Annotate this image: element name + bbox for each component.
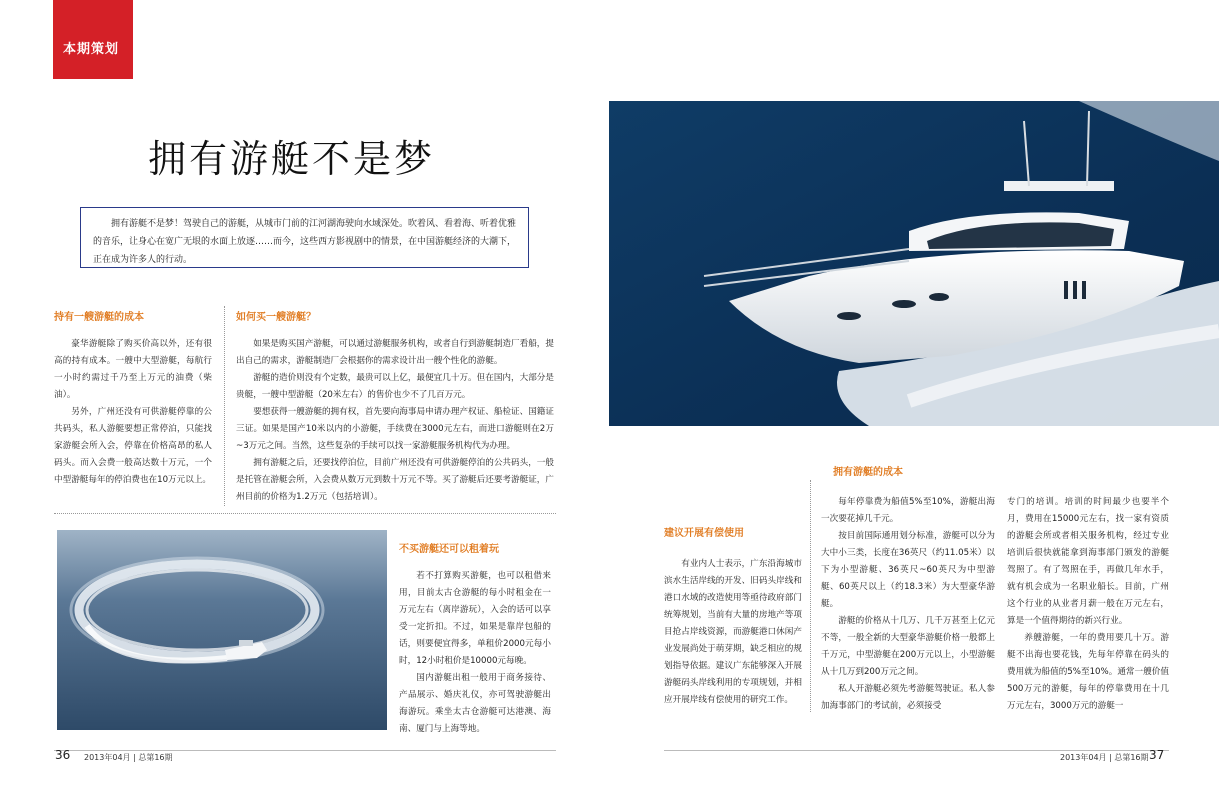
heading-holding-cost: 持有一艘游艇的成本	[54, 312, 144, 323]
heading-how-to-buy: 如何买一艘游艇？	[236, 312, 316, 323]
intro-box: 拥有游艇不是梦！驾驶自己的游艇，从城市门前的江河湖海驶向水域深处。吹着风、看着海、听着优雅的音乐，让身心在宽广无垠的水面上放逐……而今，这些西方影视剧中的情景，在中国游艇经济的大潮下，正在成为许多人的行动。	[80, 207, 529, 268]
paragraph: 专门的培训。培训的时间最少也要半个月，费用在15000元左右，找一家有资质的游艇会所或者相关服务机构，经过专业培训后很快就能拿到海事部门颁发的游艇驾照了。有了驾照在手，再做几年水手，就有机会成为一名职业船长。目前，广州这个行业的从业者月薪一般在万元左右，算是一个值得期待的新兴行业。	[1007, 497, 1169, 626]
issue-info-left: 2013年04月 | 总第16期	[84, 753, 173, 762]
column-rent	[399, 568, 551, 738]
column-holding-cost	[54, 336, 212, 489]
heading-yacht-cost: 拥有游艇的成本	[833, 467, 903, 478]
paragraph: 国内游艇出租一般用于商务接待、产品展示、婚庆礼仪，亦可驾驶游艇出海游玩。乘坐太古仓游艇可达港澳、海南、厦门与上海等地。	[399, 673, 551, 734]
heading-paid-use: 建议开展有偿使用	[664, 528, 744, 539]
column-yacht-cost-b	[1007, 494, 1169, 715]
section-tag: 本期策划	[53, 0, 133, 79]
paragraph: 私人开游艇必须先考游艇驾驶证。私人参加海事部门的考试前，必须接受	[821, 684, 995, 711]
issue-info-right: 2013年04月 | 总第16期	[1060, 753, 1149, 762]
paragraph: 要想获得一艘游艇的拥有权，首先要向海事局申请办理产权证、船检证、国籍证三证。如果是国产10米以内的小游艇，手续费在3000元左右，而进口游艇则在2万~3万元之间。当然，这些复杂的手续可以找一家游艇服务机构代为办理。	[236, 407, 554, 451]
column-divider	[224, 306, 225, 506]
article-title: 拥有游艇不是梦	[148, 137, 436, 181]
paragraph: 有业内人士表示，广东沿海城市滨水生活岸线的开发、旧码头岸线和港口水域的改造使用等亟待政府部门统筹规划，当前有大量的房地产等项目抢占岸线资源，而游艇港口休闲产业发展尚处于萌芽期，缺乏相应的规划指导依据。建议广东能够深入开展游艇码头岸线利用的专项规划，并相应开展岸线有偿使用的研究工作。	[664, 559, 802, 705]
paragraph: 每年停靠费为船值5%至10%，游艇出海一次要花掉几千元。	[821, 497, 995, 524]
page-number-left: 36	[55, 748, 71, 762]
paragraph: 若不打算购买游艇，也可以租借来用，目前太古仓游艇的每小时租金在一万元左右（离岸游玩），入会的话可以享受一定折扣。不过，如果是靠岸包船的话，则要便宜得多，单租价2000元每小时，12小时租价是10000元每晚。	[399, 571, 551, 666]
footer-rule-right	[664, 750, 1169, 751]
paragraph: 如果是购买国产游艇，可以通过游艇服务机构，或者自行到游艇制造厂看船，提出自己的需求，游艇制造厂会根据你的需求设计出一艘个性化的游艇。	[236, 339, 554, 366]
footer-rule-left	[54, 750, 556, 751]
column-yacht-cost-a	[821, 494, 995, 715]
column-paid-use	[664, 556, 802, 709]
page-number-right: 37	[1149, 748, 1165, 762]
section-divider	[54, 513, 556, 514]
paragraph: 另外，广州还没有可供游艇停靠的公共码头，私人游艇要想正常停泊，只能找家游艇会所入会，停靠在价格高昂的私人码头。而入会费一般高达数十万元，一个中型游艇每年的停泊费也在10万元以上。	[54, 407, 212, 485]
column-how-to-buy	[236, 336, 554, 506]
paragraph: 豪华游艇除了购买价高以外，还有很高的持有成本。一艘中大型游艇，每航行一小时约需过千乃至上万元的油费（柴油）。	[54, 339, 212, 400]
paragraph: 按目前国际通用划分标准，游艇可以分为大中小三类，长度在36英尺（约11.05米）以下为小型游艇、36英尺~60英尺为中型游艇、60英尺以上（约18.3米）为大型豪华游艇。	[821, 531, 995, 609]
heading-rent: 不买游艇还可以租着玩	[399, 544, 499, 555]
yacht-circle-photo	[57, 530, 387, 730]
paragraph: 游艇的造价则没有个定数，最贵可以上亿，最便宜几十万。但在国内，大部分是贵艇，一艘中型游艇（20米左右）的售价也少不了几百万元。	[236, 373, 554, 400]
yacht-main-photo	[609, 101, 1219, 426]
paragraph: 游艇的价格从十几万、几千万甚至上亿元不等，一般全新的大型豪华游艇价格一般都上千万元，中型游艇在200万元以上，小型游艇从十几万到200万元之间。	[821, 616, 995, 677]
column-divider	[810, 480, 811, 712]
paragraph: 养艘游艇，一年的费用要几十万。游艇不出海也要花钱，先每年停靠在码头的费用就为船值的5%至10%。通常一艘价值500万元的游艇，每年的停靠费用在十几万元左右，3000万元的游艇一	[1007, 633, 1169, 711]
paragraph: 拥有游艇之后，还要找停泊位，目前广州还没有可供游艇停泊的公共码头，一般是托管在游艇会所，入会费从数万元到数十万元不等。买了游艇后还要考游艇证，广州目前的价格为1.2万元（包括培训）。	[236, 458, 554, 502]
